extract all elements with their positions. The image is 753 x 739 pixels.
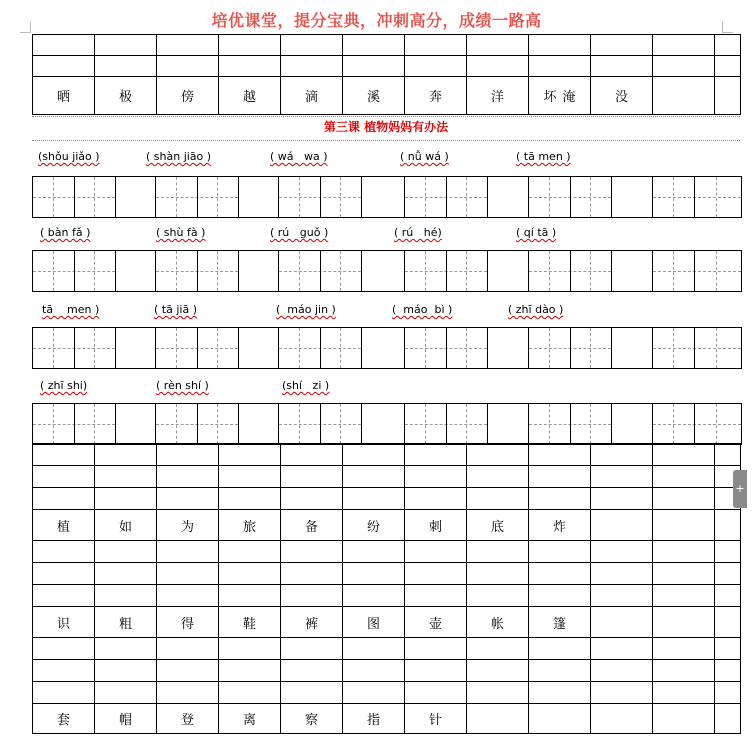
pinyin-row: [32, 150, 740, 170]
pinyin-item: ( nǚ wá ): [400, 150, 449, 163]
char-cell: 针: [405, 704, 467, 734]
pinyin-item: ( máo jin ): [276, 303, 336, 316]
pinyin-item: ( shù fà ): [156, 226, 206, 239]
char-cell: 备: [281, 510, 343, 541]
char-cell: 指: [343, 704, 405, 734]
char-cell: 帐: [467, 607, 529, 638]
char-cell: 得: [157, 607, 219, 638]
pinyin-item: ( wá wa ): [270, 150, 328, 163]
char-cell: 坏 淹: [529, 77, 591, 115]
pinyin-item: ( zhī shi): [40, 379, 88, 392]
pinyin-row: [32, 379, 740, 399]
char-cell: 溪: [343, 77, 405, 115]
char-cell: 晒: [33, 77, 95, 115]
char-cell: 刺: [405, 510, 467, 541]
char-cell: 壶: [405, 607, 467, 638]
pinyin-item: ( tā jiā ): [154, 303, 197, 316]
char-cell: 套: [33, 704, 95, 734]
char-cell: 旅: [219, 510, 281, 541]
bottom-writing-grid: [32, 443, 741, 734]
char-row-4: [33, 704, 741, 734]
pinyin-item: tā men ): [42, 303, 100, 316]
char-cell: 奔: [405, 77, 467, 115]
char-cell: 越: [219, 77, 281, 115]
char-cell: 为: [157, 510, 219, 541]
pinyin-item: ( máo bì ): [392, 303, 453, 316]
top-writing-grid: [32, 34, 741, 115]
char-cell: 察: [281, 704, 343, 734]
pinyin-item: ( rú hé): [394, 226, 442, 239]
char-cell: 识: [33, 607, 95, 638]
page-corner-marker: [722, 22, 733, 33]
char-cell: 裤: [281, 607, 343, 638]
char-cell: 如: [95, 510, 157, 541]
char-cell: 底: [467, 510, 529, 541]
section-divider: [32, 116, 740, 117]
char-cell: 鞋: [219, 607, 281, 638]
pinyin-item: (shí zi ): [282, 379, 330, 392]
pinyin-item: ( zhī dào ): [508, 303, 564, 316]
char-cell: 篷: [529, 607, 591, 638]
pinyin-item: (shǒu jiǎo ): [38, 150, 100, 163]
char-cell: 傍: [157, 77, 219, 115]
pinyin-item: ( qí tā ): [516, 226, 557, 239]
char-cell: 没: [591, 77, 653, 115]
char-cell: 登: [157, 704, 219, 734]
pinyin-item: ( bàn fǎ ): [40, 226, 91, 239]
char-cell: 滴: [281, 77, 343, 115]
char-row-2: [33, 510, 741, 541]
pinyin-row: [32, 226, 740, 246]
char-cell: 洋: [467, 77, 529, 115]
lesson-title: 第三课 植物妈妈有办法: [323, 120, 449, 134]
pinyin-item: ( rèn shí ): [156, 379, 209, 392]
pinyin-item: ( rú guǒ ): [270, 226, 329, 239]
section-divider: [32, 140, 740, 141]
char-cell: 图: [343, 607, 405, 638]
char-cell: 帽: [95, 704, 157, 734]
char-cell: 极: [95, 77, 157, 115]
char-row-3: [33, 607, 741, 638]
char-cell: 粗: [95, 607, 157, 638]
char-cell: 炸: [529, 510, 591, 541]
pinyin-row: [32, 303, 740, 323]
page-corner-marker: [20, 22, 31, 33]
pinyin-item: ( tā men ): [516, 150, 571, 163]
pinyin-item: ( shàn jiāo ): [146, 150, 212, 163]
char-cell: 植: [33, 510, 95, 541]
page-banner: 培优课堂，提分宝典，冲刺高分，成绩一路高: [211, 11, 542, 30]
char-cell: 纷: [343, 510, 405, 541]
char-row-1: [33, 77, 741, 115]
char-cell: 离: [219, 704, 281, 734]
add-icon[interactable]: +: [733, 470, 747, 508]
